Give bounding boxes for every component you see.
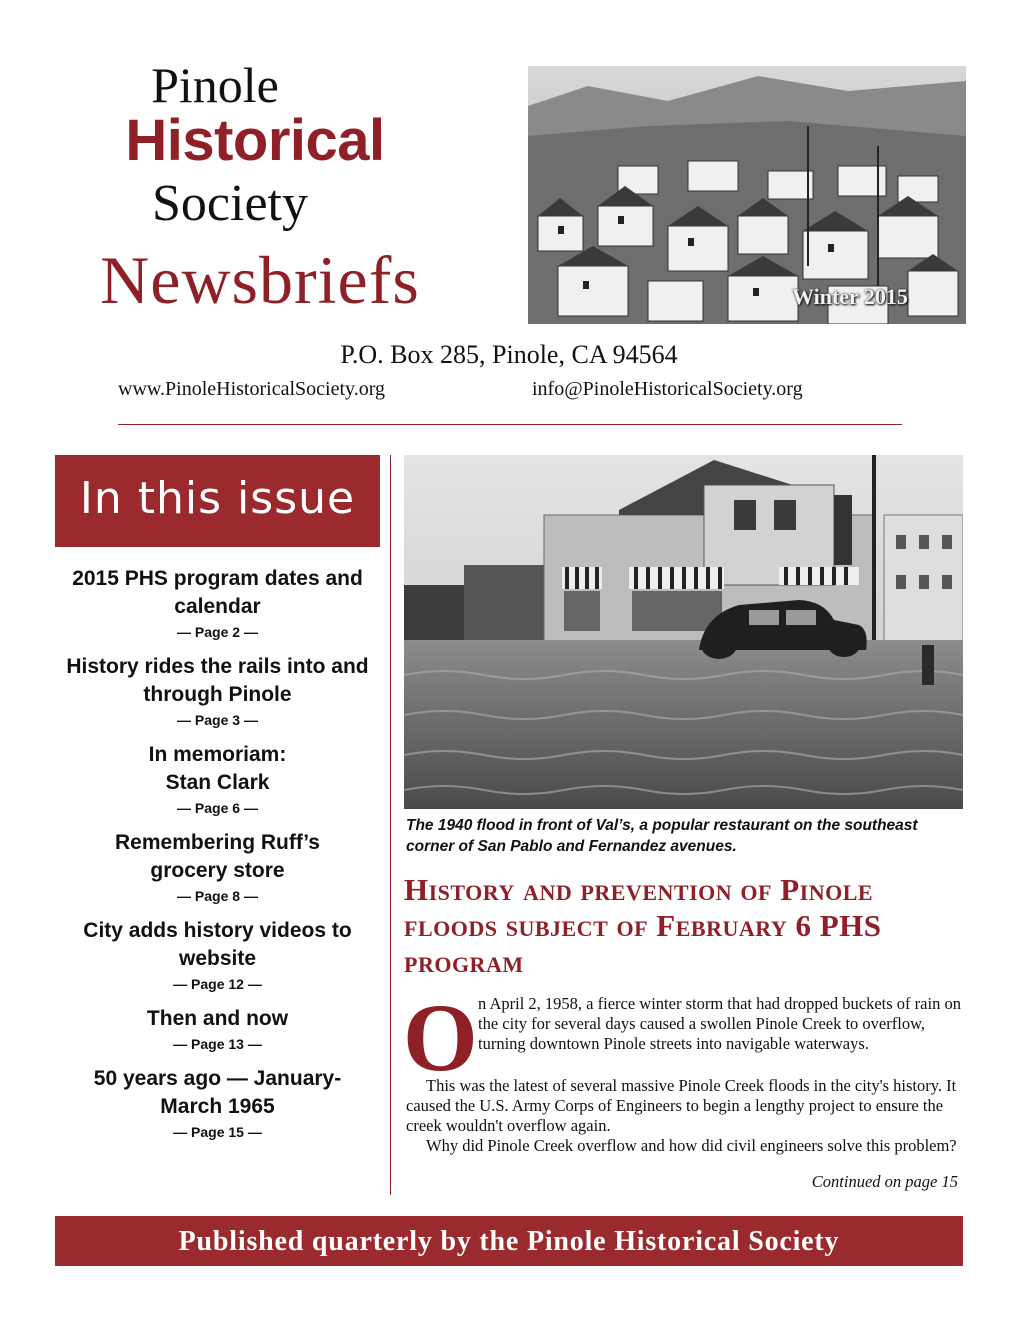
toc-item[interactable] [55,741,380,817]
toc-item[interactable] [55,1005,380,1053]
toc-item-page: — Page 2 — [177,624,258,640]
website-link[interactable]: www.PinoleHistoricalSociety.org [118,378,386,400]
postal-address: P.O. Box 285, Pinole, CA 94564 [340,340,678,369]
flood-photo-drawing [404,455,963,809]
toc-item[interactable] [55,917,380,993]
masthead-pinole: Pinole [151,57,279,113]
drop-cap: O [403,984,478,1091]
toc-item-title: 2015 PHS program dates and calendar [72,567,363,618]
toc-item-title: Then and now [146,1007,289,1030]
season-label: Winter 2015 [792,284,908,309]
footer-text: Published quarterly by the Pinole Historical Society [178,1226,840,1257]
toc-item[interactable] [55,829,380,905]
toc-item-title: History rides the rails into and through Pinole [66,655,369,706]
toc-item-page: — Page 8 — [177,888,258,904]
in-this-issue-banner [55,455,380,547]
toc-item-title: City adds history videos to website [83,919,352,970]
email-link[interactable]: info@PinoleHistoricalSociety.org [532,378,803,400]
column-divider [390,455,391,1195]
masthead-newsbriefs: Newsbriefs [100,242,420,318]
photo-caption: The 1940 flood in front of Val’s, a popular restaurant on the southeast corner of San Pablo and Fernandez avenues. [406,817,918,855]
toc-item-title: 50 years ago — January-March 1965 [93,1067,342,1118]
flood-photo [404,455,963,809]
toc-item[interactable] [55,565,380,641]
header-divider [118,424,902,425]
article-paragraph-2: This was the latest of several massive Pinole Creek floods in the city's history. It caused the U.S. Army Corps of Engineers to begin a lengthy project to ensure the creek wouldn't overflow again. [406,1076,957,1135]
toc-item-page: — Page 15 — [173,1124,262,1140]
toc-item-page: — Page 12 — [173,976,262,992]
toc-item[interactable] [55,1065,380,1141]
toc-item-page: — Page 13 — [173,1036,262,1052]
article-paragraph-3: Why did Pinole Creek overflow and how did civil engineers solve this problem? [426,1136,957,1155]
article-body [406,1076,964,1156]
article-headline: History and prevention of Pinole floods subject of February 6 PHS program [404,872,882,979]
footer-banner [55,1216,963,1266]
article-paragraph-1: n April 2, 1958, a fierce winter storm that had dropped buckets of rain on the city for several days caused a swollen Pinole Creek to overflow, turning downtown Pinole streets into navigable waterways. [478,994,961,1053]
toc-item-page: — Page 3 — [177,712,258,728]
toc-item-title: In memoriam: Stan Clark [148,743,287,794]
toc-item-page: — Page 6 — [177,800,258,816]
toc-item-title: Remembering Ruff’s grocery store [115,831,320,882]
masthead-society: Society [152,175,308,232]
continued-link[interactable]: Continued on page 15 [811,1172,958,1191]
table-of-contents [55,565,380,1153]
in-this-issue-title: In this issue [79,473,356,524]
masthead-historical: Historical [125,108,385,173]
toc-item[interactable] [55,653,380,729]
